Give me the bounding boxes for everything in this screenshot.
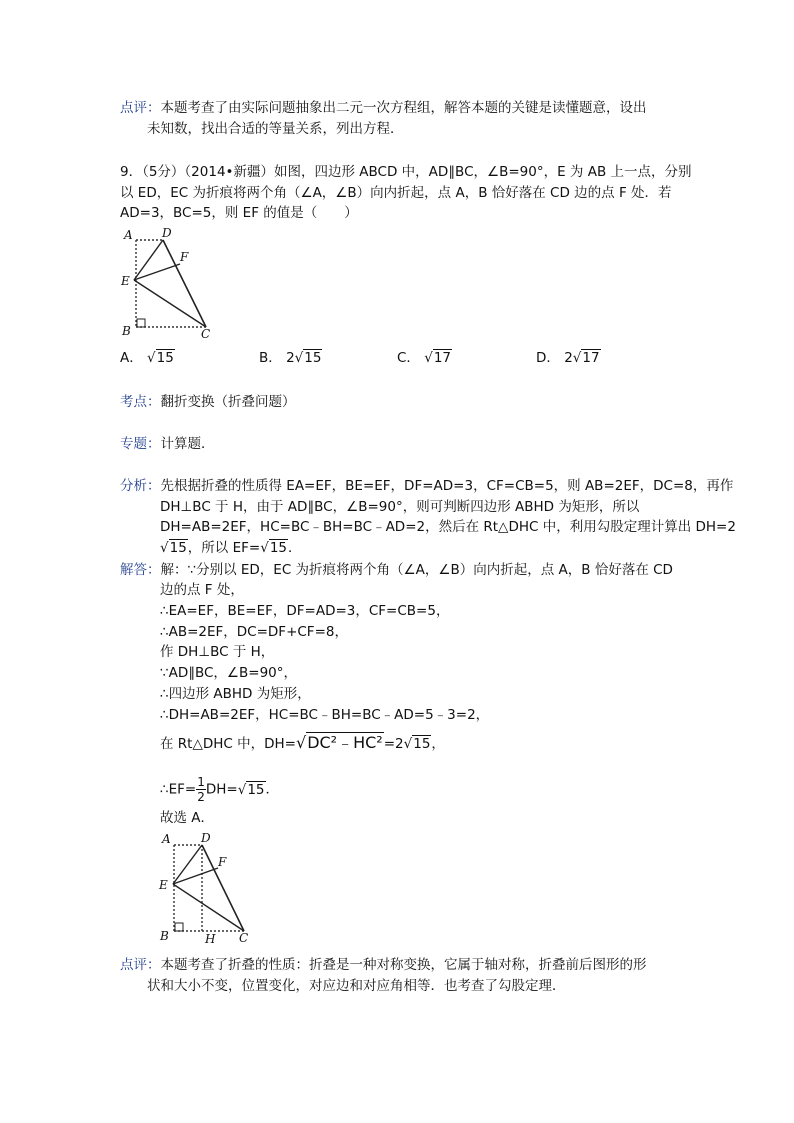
review1-label: 点评： xyxy=(120,100,161,116)
fenxi-radicand2: 15 xyxy=(269,540,287,556)
option-d-radicand: 17 xyxy=(582,350,600,366)
kaodian xyxy=(120,392,296,412)
option-d-coef: 2 xyxy=(564,350,573,366)
jieda-line5: 作 DH⊥BC 于 H， xyxy=(160,644,275,660)
fig2-label-c: C xyxy=(239,931,249,945)
sqrt-symbol: √DC²﹣HC² xyxy=(295,733,383,752)
option-a-letter: A． xyxy=(120,350,143,366)
option-c-letter: C． xyxy=(397,350,420,366)
zhuanti-label: 专题： xyxy=(120,436,161,452)
fig2-label-d: D xyxy=(201,831,211,845)
jieda-l10-mid: DH= xyxy=(205,781,238,798)
jieda-line11: 故选 A． xyxy=(160,810,215,826)
sqrt-symbol: √15 xyxy=(147,350,174,366)
jieda-l9-eq: =2 xyxy=(383,736,404,752)
jieda-l9-radicand2: 15 xyxy=(413,736,431,752)
fenxi-line2: DH⊥BC 于 H，由于 AD∥BC，∠B=90°，则可判断四边形 ABHD 为矩形，所以 xyxy=(160,499,640,515)
fraction-num: 1 xyxy=(197,775,205,789)
fraction-den: 2 xyxy=(197,790,205,804)
jieda-l9-pre: 在 Rt△DHC 中，DH= xyxy=(160,736,296,752)
jieda-l10-pre: ∴EF= xyxy=(160,781,197,798)
jieda-text1: 解：∵分别以 ED，EC 为折痕将两个角（∠A，∠B）向内折起，点 A，B 恰好落在 CD xyxy=(160,562,673,578)
sqrt-symbol: √15 xyxy=(403,736,431,752)
option-c xyxy=(397,348,452,368)
option-a-radicand: 15 xyxy=(156,350,174,366)
zhuanti-text: 计算题． xyxy=(160,436,215,452)
option-b-radicand: 15 xyxy=(304,350,322,366)
zhuanti xyxy=(120,434,215,454)
option-b-coef: 2 xyxy=(286,350,295,366)
fig2-label-a: A xyxy=(162,832,171,846)
fig2-label-f: F xyxy=(218,855,227,869)
jieda-line9 xyxy=(160,733,445,754)
review1-line1 xyxy=(120,98,647,118)
sqrt-symbol: √15 xyxy=(294,350,322,366)
fig2-label-e: E xyxy=(159,878,168,892)
review1-text1: 本题考查了由实际问题抽象出二元一次方程组，解答本题的关键是读懂题意，设出 xyxy=(160,100,647,116)
fenxi-label: 分析： xyxy=(120,478,161,494)
kaodian-label: 考点： xyxy=(120,394,161,410)
fenxi-line1 xyxy=(120,476,733,496)
fig1-label-f: F xyxy=(180,250,189,264)
option-b-letter: B． xyxy=(259,350,282,366)
question-line2: 以 ED，EC 为折痕将两个角（∠A，∠B）向内折起，点 A，B 恰好落在 CD 边的点 F 处．若 xyxy=(120,185,672,201)
fenxi-line3: DH=AB=2EF，HC=BC﹣BH=BC﹣AD=2，然后在 Rt△DHC 中，利用勾股定理计算出 DH=2 xyxy=(160,519,736,535)
fenxi-line4 xyxy=(160,538,302,558)
review2-text1: 本题考查了折叠的性质：折叠是一种对称变换，它属于轴对称，折叠前后图形的形 xyxy=(160,957,647,973)
jieda-line2: 边的点 F 处， xyxy=(160,582,244,598)
jieda-line4: ∴AB=2EF，DC=DF+CF=8， xyxy=(160,624,348,640)
jieda-l9-radicand: DC²﹣HC² xyxy=(307,733,383,752)
kaodian-text: 翻折变换（折叠问题） xyxy=(160,394,296,410)
question-line1: 9．（5分）（2014•新疆）如图，四边形 ABCD 中，AD∥BC，∠B=90°，E 为 AB 上一点，分别 xyxy=(120,164,692,180)
sqrt-symbol: √15 xyxy=(260,540,287,556)
fraction xyxy=(196,775,206,804)
jieda-label: 解答： xyxy=(120,562,161,578)
fig1-label-c: C xyxy=(201,327,211,341)
fig1-label-b: B xyxy=(122,324,131,338)
jieda-l10-end: ． xyxy=(265,781,279,798)
jieda-l10-radicand: 15 xyxy=(247,781,265,798)
figure2 xyxy=(156,828,256,948)
fig1-label-a: A xyxy=(124,228,133,242)
fenxi-text1: 先根据折叠的性质得 EA=EF，BE=EF，DF=AD=3，CF=CB=5，则 AB=2EF，DC=8，再作 xyxy=(160,478,734,494)
sqrt-symbol: √15 xyxy=(160,540,187,556)
review2-line1 xyxy=(120,955,647,975)
review1-line2: 未知数，找出合适的等量关系，列出方程． xyxy=(147,121,404,137)
sqrt-symbol: √15 xyxy=(237,781,265,798)
jieda-line3: ∴EA=EF，BE=EF，DF=AD=3，CF=CB=5， xyxy=(160,603,450,619)
fig1-label-d: D xyxy=(162,226,172,240)
sqrt-symbol: √17 xyxy=(572,350,600,366)
fig1-label-e: E xyxy=(121,274,130,288)
jieda-line10 xyxy=(160,775,279,804)
jieda-line1 xyxy=(120,560,673,580)
question-line3: AD=3，BC=5，则 EF 的值是（ ） xyxy=(120,205,358,221)
option-b xyxy=(259,348,322,368)
jieda-line7: ∴四边形 ABHD 为矩形， xyxy=(160,686,311,702)
jieda-line8: ∴DH=AB=2EF，HC=BC﹣BH=BC﹣AD=5﹣3=2， xyxy=(160,707,490,723)
review2-label: 点评： xyxy=(120,957,161,973)
review2-line2: 状和大小不变，位置变化，对应边和对应角相等．也考查了勾股定理． xyxy=(147,978,566,994)
jieda-line6: ∵AD∥BC，∠B=90°， xyxy=(160,665,298,681)
option-d-letter: D． xyxy=(536,350,560,366)
fenxi-end: ． xyxy=(288,540,302,556)
fenxi-mid: ，所以 EF= xyxy=(187,540,261,556)
option-a xyxy=(120,348,175,368)
fig2-label-b: B xyxy=(160,929,169,943)
sqrt-symbol: √17 xyxy=(424,350,452,366)
option-d xyxy=(536,348,601,368)
option-c-radicand: 17 xyxy=(433,350,452,366)
jieda-l9-end: ， xyxy=(431,736,445,752)
fenxi-radicand1: 15 xyxy=(169,540,187,556)
fig2-label-h: H xyxy=(205,932,216,946)
figure1 xyxy=(116,224,216,342)
